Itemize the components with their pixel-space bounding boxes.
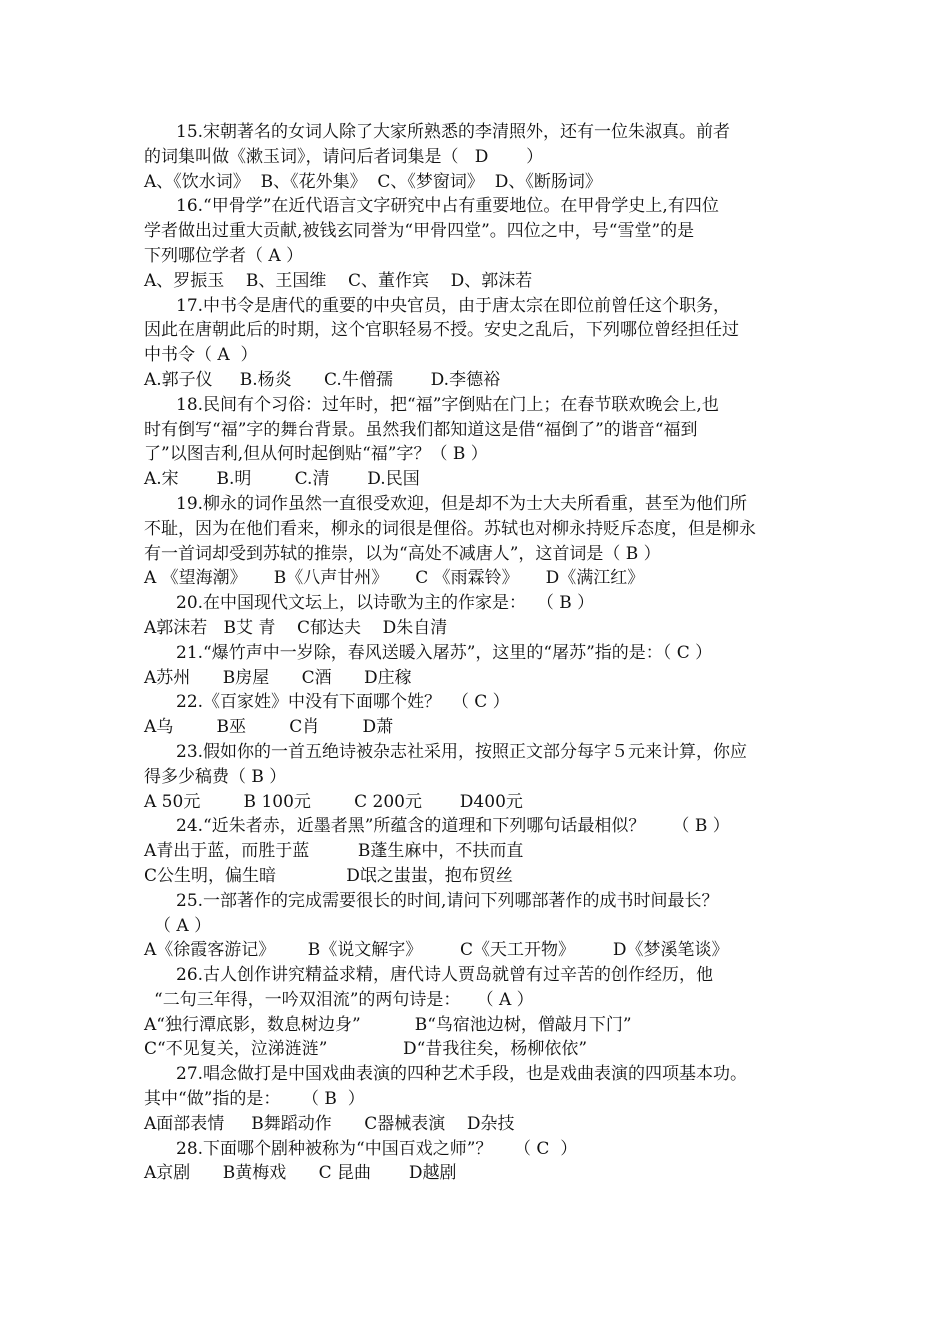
answer-options: A、罗振玉 B、王国维 C、董作宾 D、郭沫若 [144, 270, 533, 291]
question-block [144, 492, 812, 591]
question-text-continued: 其中“做”指的是： （ B ） [144, 1089, 365, 1110]
answer-options: C公生明，偏生暗 D氓之蚩蚩，抱布贸丝 [144, 865, 513, 886]
question-block [144, 889, 812, 963]
question-block [144, 963, 812, 1062]
question-block [144, 393, 812, 492]
question-text-continued: “二句三年得，一吟双泪流”的两句诗是： （ A ） [154, 989, 534, 1010]
question-text-continued: 得多少稿费（ B ） [144, 766, 287, 787]
answer-options: A面部表情 B舞蹈动作 C器械表演 D杂技 [144, 1113, 515, 1134]
answer-options: A 50元 B 100元 C 200元 D400元 [144, 791, 523, 812]
question-text: 28.下面哪个剧种被称为“中国百戏之师”？ （ C ） [176, 1138, 578, 1159]
question-block [144, 194, 812, 293]
question-block [144, 814, 812, 888]
question-text-continued: 有一首词却受到苏轼的推崇，以为“高处不减唐人”，这首词是（ B ） [144, 543, 661, 564]
question-text: 22.《百家姓》中没有下面哪个姓？ （ C ） [176, 692, 510, 713]
question-text: 27.唱念做打是中国戏曲表演的四种艺术手段，也是戏曲表演的四项基本功。 [176, 1064, 748, 1085]
question-text-continued: 学者做出过重大贡献,被钱玄同誉为“甲骨四堂”。四位之中，号“雪堂”的是 [144, 221, 695, 242]
answer-options: A郭沫若 B艾 青 C郁达夫 D朱自清 [144, 617, 448, 638]
question-text-continued: 了”以图吉利,但从何时起倒贴“福”字？（ B ） [144, 444, 488, 465]
question-text: 17.中书令是唐代的重要的中央官员，由于唐太宗在即位前曾任这个职务， [176, 295, 731, 316]
question-text: 19.柳永的词作虽然一直很受欢迎，但是却不为士大夫所看重，甚至为他们所 [176, 493, 748, 514]
question-block [144, 120, 812, 194]
question-text-continued: 下列哪位学者（ A ） [144, 245, 304, 266]
question-block [144, 1062, 812, 1136]
answer-options: C“不见复关，泣涕涟涟” D“昔我往矣，杨柳依依” [144, 1039, 588, 1060]
answer-options: A《徐霞客游记》 B《说文解字》 C《天工开物》 D《梦溪笔谈》 [144, 940, 729, 961]
answer-options: A京剧 B黄梅戏 C 昆曲 D越剧 [144, 1163, 457, 1184]
answer-options: A、《饮水词》 B、《花外集》 C、《梦窗词》 D、《断肠词》 [144, 171, 602, 192]
question-block [144, 591, 812, 641]
question-text: 25.一部著作的完成需要很长的时间,请问下列哪部著作的成书时间最长？ [176, 890, 719, 911]
document-page [144, 120, 812, 1186]
answer-options: A苏州 B房屋 C酒 D庄稼 [144, 667, 412, 688]
question-block [144, 690, 812, 740]
question-text-continued: 中书令（ A ） [144, 345, 258, 366]
question-block [144, 294, 812, 393]
question-text: 20.在中国现代文坛上，以诗歌为主的作家是： （ B ） [176, 593, 595, 614]
question-block [144, 1137, 812, 1187]
question-text-continued: 的词集叫做《漱玉词》，请问后者词集是（ D ） [144, 146, 544, 167]
question-text: 21.“爆竹声中一岁除，春风送暖入屠苏”，这里的“屠苏”指的是：（ C ） [176, 642, 713, 663]
question-text: 16.“甲骨学”在近代语言文字研究中占有重要地位。在甲骨学史上,有四位 [176, 196, 719, 217]
question-text: 15.宋朝著名的女词人除了大家所熟悉的李清照外，还有一位朱淑真。前者 [176, 122, 731, 142]
question-text: 18.民间有个习俗：过年时，把“福”字倒贴在门上；在春节联欢晚会上,也 [176, 394, 719, 415]
question-text: 26.古人创作讲究精益求精，唐代诗人贾岛就曾有过辛苦的创作经历，他 [176, 965, 714, 986]
question-text-continued: 时有倒写“福”字的舞台背景。虽然我们都知道这是借“福倒了”的谐音“福到 [144, 419, 698, 440]
question-text-continued: （ A ） [154, 915, 212, 936]
question-text: 23.假如你的一首五绝诗被杂志社采用，按照正文部分每字５元来计算，你应 [176, 741, 748, 762]
answer-options: A.郭子仪 B.杨炎 C.牛僧孺 D.李德裕 [144, 369, 501, 390]
answer-options: A“独行潭底影，数息树边身” B“鸟宿池边树，僧敲月下门” [144, 1014, 632, 1035]
question-block [144, 740, 812, 814]
question-text-continued: 不耻，因为在他们看来，柳永的词很是俚俗。苏轼也对柳永持贬斥态度，但是柳永 [144, 518, 756, 539]
answer-options: A青出于蓝，而胜于蓝 B蓬生麻中，不扶而直 [144, 841, 524, 862]
question-text: 24.“近朱者赤，近墨者黑”所蕴含的道理和下列哪句话最相似？ （ B ） [176, 816, 730, 837]
question-block [144, 641, 812, 691]
answer-options: A 《望海潮》 B《八声甘州》 C 《雨霖铃》 D《满江红》 [144, 568, 645, 589]
answer-options: A.宋 B.明 C.清 D.民国 [144, 469, 420, 490]
answer-options: A乌 B巫 C肖 D萧 [144, 717, 394, 738]
question-text-continued: 因此在唐朝此后的时期，这个官职轻易不授。安史之乱后，下列哪位曾经担任过 [144, 320, 739, 341]
